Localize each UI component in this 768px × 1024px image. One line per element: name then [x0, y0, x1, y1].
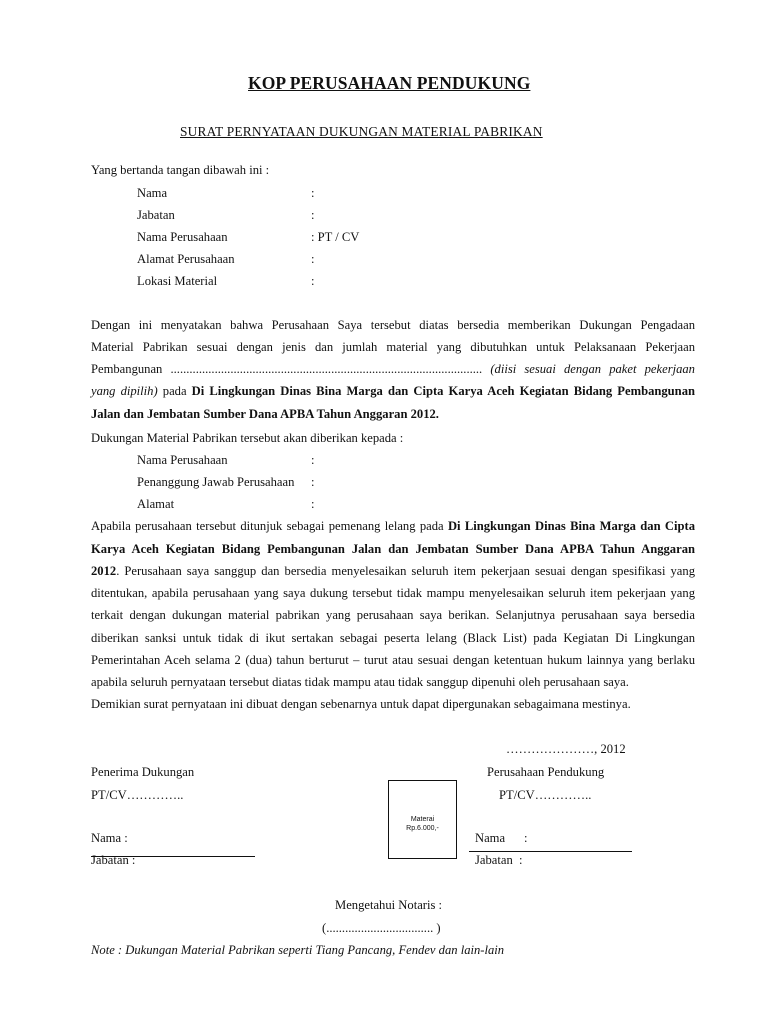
- recipient-value-nama-perusahaan: :: [311, 453, 315, 467]
- para1-line4-bold: Di Lingkungan Dinas Bina Marga dan Cipta Karya Aceh Kegiatan Bidang Pembangunan: [191, 384, 695, 398]
- para2-line2: Karya Aceh Kegiatan Bidang Pembangunan Jalan dan Jembatan Sumber Dana APBA Tahun Anggaran: [91, 542, 695, 556]
- left-sig-name: Nama :: [91, 831, 128, 845]
- para2-line5: terkait dengan dukungan material pabrikan yang perusahaan saya berikan. Selanjutnya perusahaan saya bersedia: [91, 608, 695, 622]
- para2-line3-bold: 2012: [91, 564, 117, 578]
- recipient-label-penanggung-jawab: Penanggung Jawab Perusahaan: [137, 475, 295, 489]
- left-sig-company: PT/CV…………..: [91, 788, 184, 802]
- field-value-alamat-perusahaan: :: [311, 252, 315, 266]
- para1-line2: Material Pabrikan sesuai dengan jenis dan jumlah material yang dibutuhkan untuk Pelaksanaan Pekerjaan: [91, 340, 695, 354]
- right-sig-name: Nama :: [475, 831, 528, 845]
- field-value-jabatan: :: [311, 208, 315, 222]
- right-sig-title: Perusahaan Pendukung: [487, 765, 605, 779]
- field-value-nama-perusahaan: : PT / CV: [311, 230, 360, 244]
- para2-line6: diberikan sanksi untuk tidak di ikut sertakan sebagai peserta lelang (Black List) pada Kegiatan Di Lingkungan: [91, 631, 695, 645]
- para1-line4-italic: yang dipilih): [91, 384, 158, 398]
- stamp-amount: Rp.6.000,-: [406, 825, 439, 832]
- para2-line4: ditentukan, apabila perusahaan yang saya dukung tersebut tidak mampu menyelesaikan seluruh item pekerjaan yang: [91, 586, 695, 600]
- left-sig-title: Penerima Dukungan: [91, 765, 195, 779]
- para1-line4: [91, 380, 695, 402]
- recipient-label-alamat: Alamat: [137, 497, 175, 511]
- para1-line4-text: pada: [162, 384, 187, 398]
- para1-line1: Dengan ini menyatakan bahwa Perusahaan Saya tersebut diatas bersedia memberikan Dukungan Pengadaan: [91, 318, 695, 332]
- recipient-value-alamat: :: [311, 497, 315, 511]
- right-sig-company: PT/CV…………..: [499, 788, 592, 802]
- para2-line1: [91, 515, 695, 537]
- para2-line1-bold: Di Lingkungan Dinas Bina Marga dan Cipta: [447, 519, 696, 533]
- para2-line3-text: . Perusahaan saya sanggup dan bersedia menyelesaikan seluruh item pekerjaan sesuai dengan spesifikasi yang: [116, 564, 695, 578]
- para1-line5: Jalan dan Jembatan Sumber Dana APBA Tahun Anggaran 2012.: [91, 407, 439, 421]
- date-line: …………………, 2012: [506, 742, 626, 756]
- para2-line1-text: Apabila perusahaan tersebut ditunjuk sebagai pemenang lelang pada: [91, 519, 444, 533]
- field-value-nama: :: [311, 186, 315, 200]
- intro-text: Yang bertanda tangan dibawah ini :: [91, 163, 270, 177]
- para1-line3-italic: (diisi sesuai dengan paket pekerjaan: [490, 362, 695, 376]
- closing-line: Demikian surat pernyataan ini dibuat dengan sebenarnya untuk dapat dipergunakan sebagaimana mestinya.: [91, 697, 631, 711]
- document-title: SURAT PERNYATAAN DUKUNGAN MATERIAL PABRIKAN: [180, 124, 543, 139]
- para2-line3: [91, 560, 695, 582]
- materai-stamp-box: [388, 780, 457, 859]
- left-sig-position: Jabatan :: [91, 853, 136, 867]
- notary-signature-dots: (.................................. ): [322, 921, 441, 935]
- field-label-nama-perusahaan: Nama Perusahaan: [137, 230, 228, 244]
- para1-line3-dots: ...................................................................................................: [170, 362, 483, 376]
- field-value-lokasi-material: :: [311, 274, 315, 288]
- notary-title: Mengetahui Notaris :: [335, 898, 443, 912]
- right-sig-position: Jabatan :: [475, 853, 523, 867]
- field-label-nama: Nama: [137, 186, 168, 200]
- field-label-lokasi-material: Lokasi Material: [137, 274, 218, 288]
- para1-line3-text: Pembangunan: [91, 362, 163, 376]
- support-intro-text: Dukungan Material Pabrikan tersebut akan diberikan kepada :: [91, 431, 404, 445]
- field-label-jabatan: Jabatan: [137, 208, 175, 222]
- para2-line8: apabila seluruh pernyataan tersebut diatas tidak mampu atau tidak sanggup dipenuhi oleh perusahaan saya.: [91, 675, 629, 689]
- para1-line3: [91, 358, 695, 380]
- letterhead-title: KOP PERUSAHAAN PENDUKUNG: [248, 73, 531, 93]
- stamp-label: Materai: [410, 816, 435, 823]
- recipient-value-penanggung-jawab: :: [311, 475, 315, 489]
- footnote: Note : Dukungan Material Pabrikan seperti Tiang Pancang, Fendev dan lain-lain: [91, 943, 505, 957]
- para2-line7: Pemerintahan Aceh selama 2 (dua) tahun berturut – turut atau sesuai dengan ketentuan hukum lainnya yang berlaku: [91, 653, 695, 667]
- recipient-label-nama-perusahaan: Nama Perusahaan: [137, 453, 228, 467]
- field-label-alamat-perusahaan: Alamat Perusahaan: [137, 252, 235, 266]
